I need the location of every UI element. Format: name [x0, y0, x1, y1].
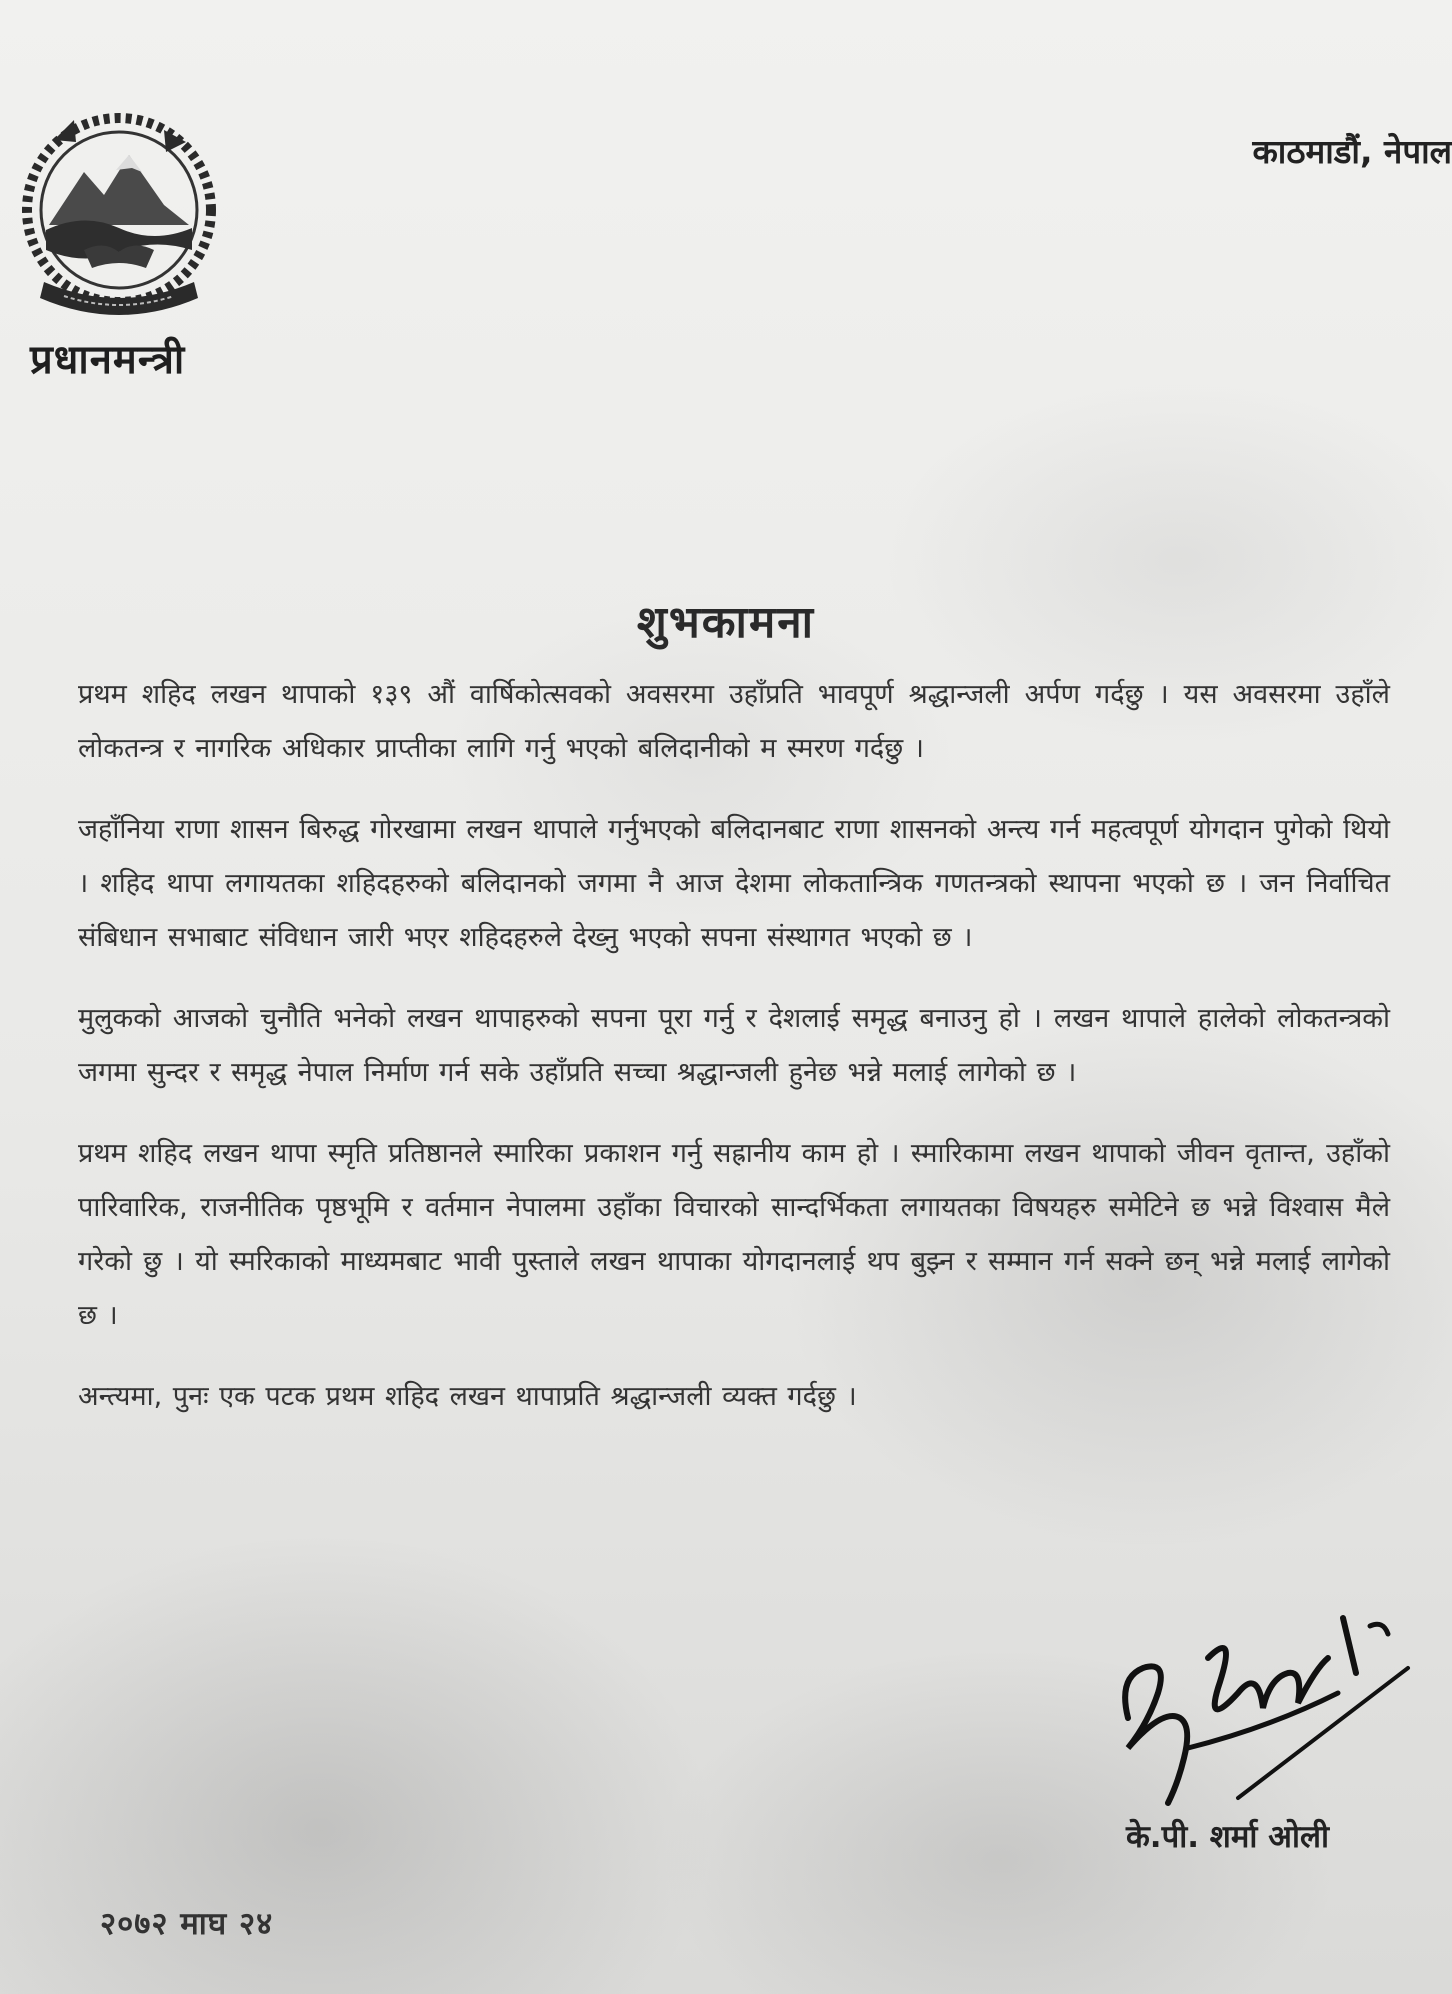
paragraph: अन्त्यमा, पुनः एक पटक प्रथम शहिद लखन थापाप्रति श्रद्धान्जली व्यक्त गर्दछु । [78, 1381, 857, 1412]
place-name: काठमाडौं, नेपाल [1252, 132, 1452, 171]
letter-date: २०७२ माघ २४ [100, 1906, 274, 1942]
paragraph: प्रथम शहिद लखन थापाको १३९ औं वार्षिकोत्सवको अवसरमा उहाँप्रति भावपूर्ण श्रद्धान्जली अर्पण गर्दछु । यस अवसरमा उहाँले लोकतन्त्र र नागरिक अधिकार प्राप्तीका लागि गर्नु भएको बलिदानीको म स्मरण गर्दछु । [78, 679, 1390, 764]
paragraph: जहाँनिया राणा शासन बिरुद्ध गोरखामा लखन थापाले गर्नुभएको बलिदानबाट राणा शासनको अन्त्य गर्न महत्वपूर्ण योगदान पुगेको थियो । शहिद थापा लगायतका शहिदहरुको बलिदानको जगमा नै आज देशमा लोकतान्त्रिक गणतन्त्रको स्थापना भएको छ । जन निर्वाचित संबिधान सभाबाट संविधान जारी भएर शहिदहरुले देख्नु भएको सपना संस्थागत भएको छ । [78, 814, 1390, 953]
office-name: प्रधानमन्त्री [30, 337, 186, 383]
paragraph: प्रथम शहिद लखन थापा स्मृति प्रतिष्ठानले स्मारिका प्रकाशन गर्नु सह्रानीय काम हो । स्मारिकामा लखन थापाको जीवन वृतान्त, उहाँको पारिवारिक, राजनीतिक पृष्ठभूमि र वर्तमान नेपालमा उहाँका विचारको सान्दर्भिकता लगायतका विषयहरु समेटिने छ भन्ने विश्वास मैले गरेको छु । यो स्मरिकाको माध्यमबाट भावी पुस्ताले लखन थापाका योगदानलाई थप बुझ्न र सम्मान गर्न सक्ने छन् भन्ने मलाई लागेको छ । [78, 1138, 1390, 1331]
letter-body [78, 668, 1390, 1451]
letter-title: शुभकामना [636, 597, 816, 648]
paragraph: मुलुकको आजको चुनौति भनेको लखन थापाहरुको सपना पूरा गर्नु र देशलाई समृद्ध बनाउनु हो । लखन थापाले हालेको लोकतन्त्रको जगमा सुन्दर र समृद्ध नेपाल निर्माण गर्न सके उहाँप्रति सच्चा श्रद्धान्जली हुनेछ भन्ने मलाई लागेको छ । [78, 1003, 1390, 1088]
signer-name: के.पी. शर्मा ओली [1126, 1819, 1329, 1855]
nepal-national-emblem-icon [14, 100, 229, 330]
handwritten-signature-icon [1088, 1598, 1418, 1813]
